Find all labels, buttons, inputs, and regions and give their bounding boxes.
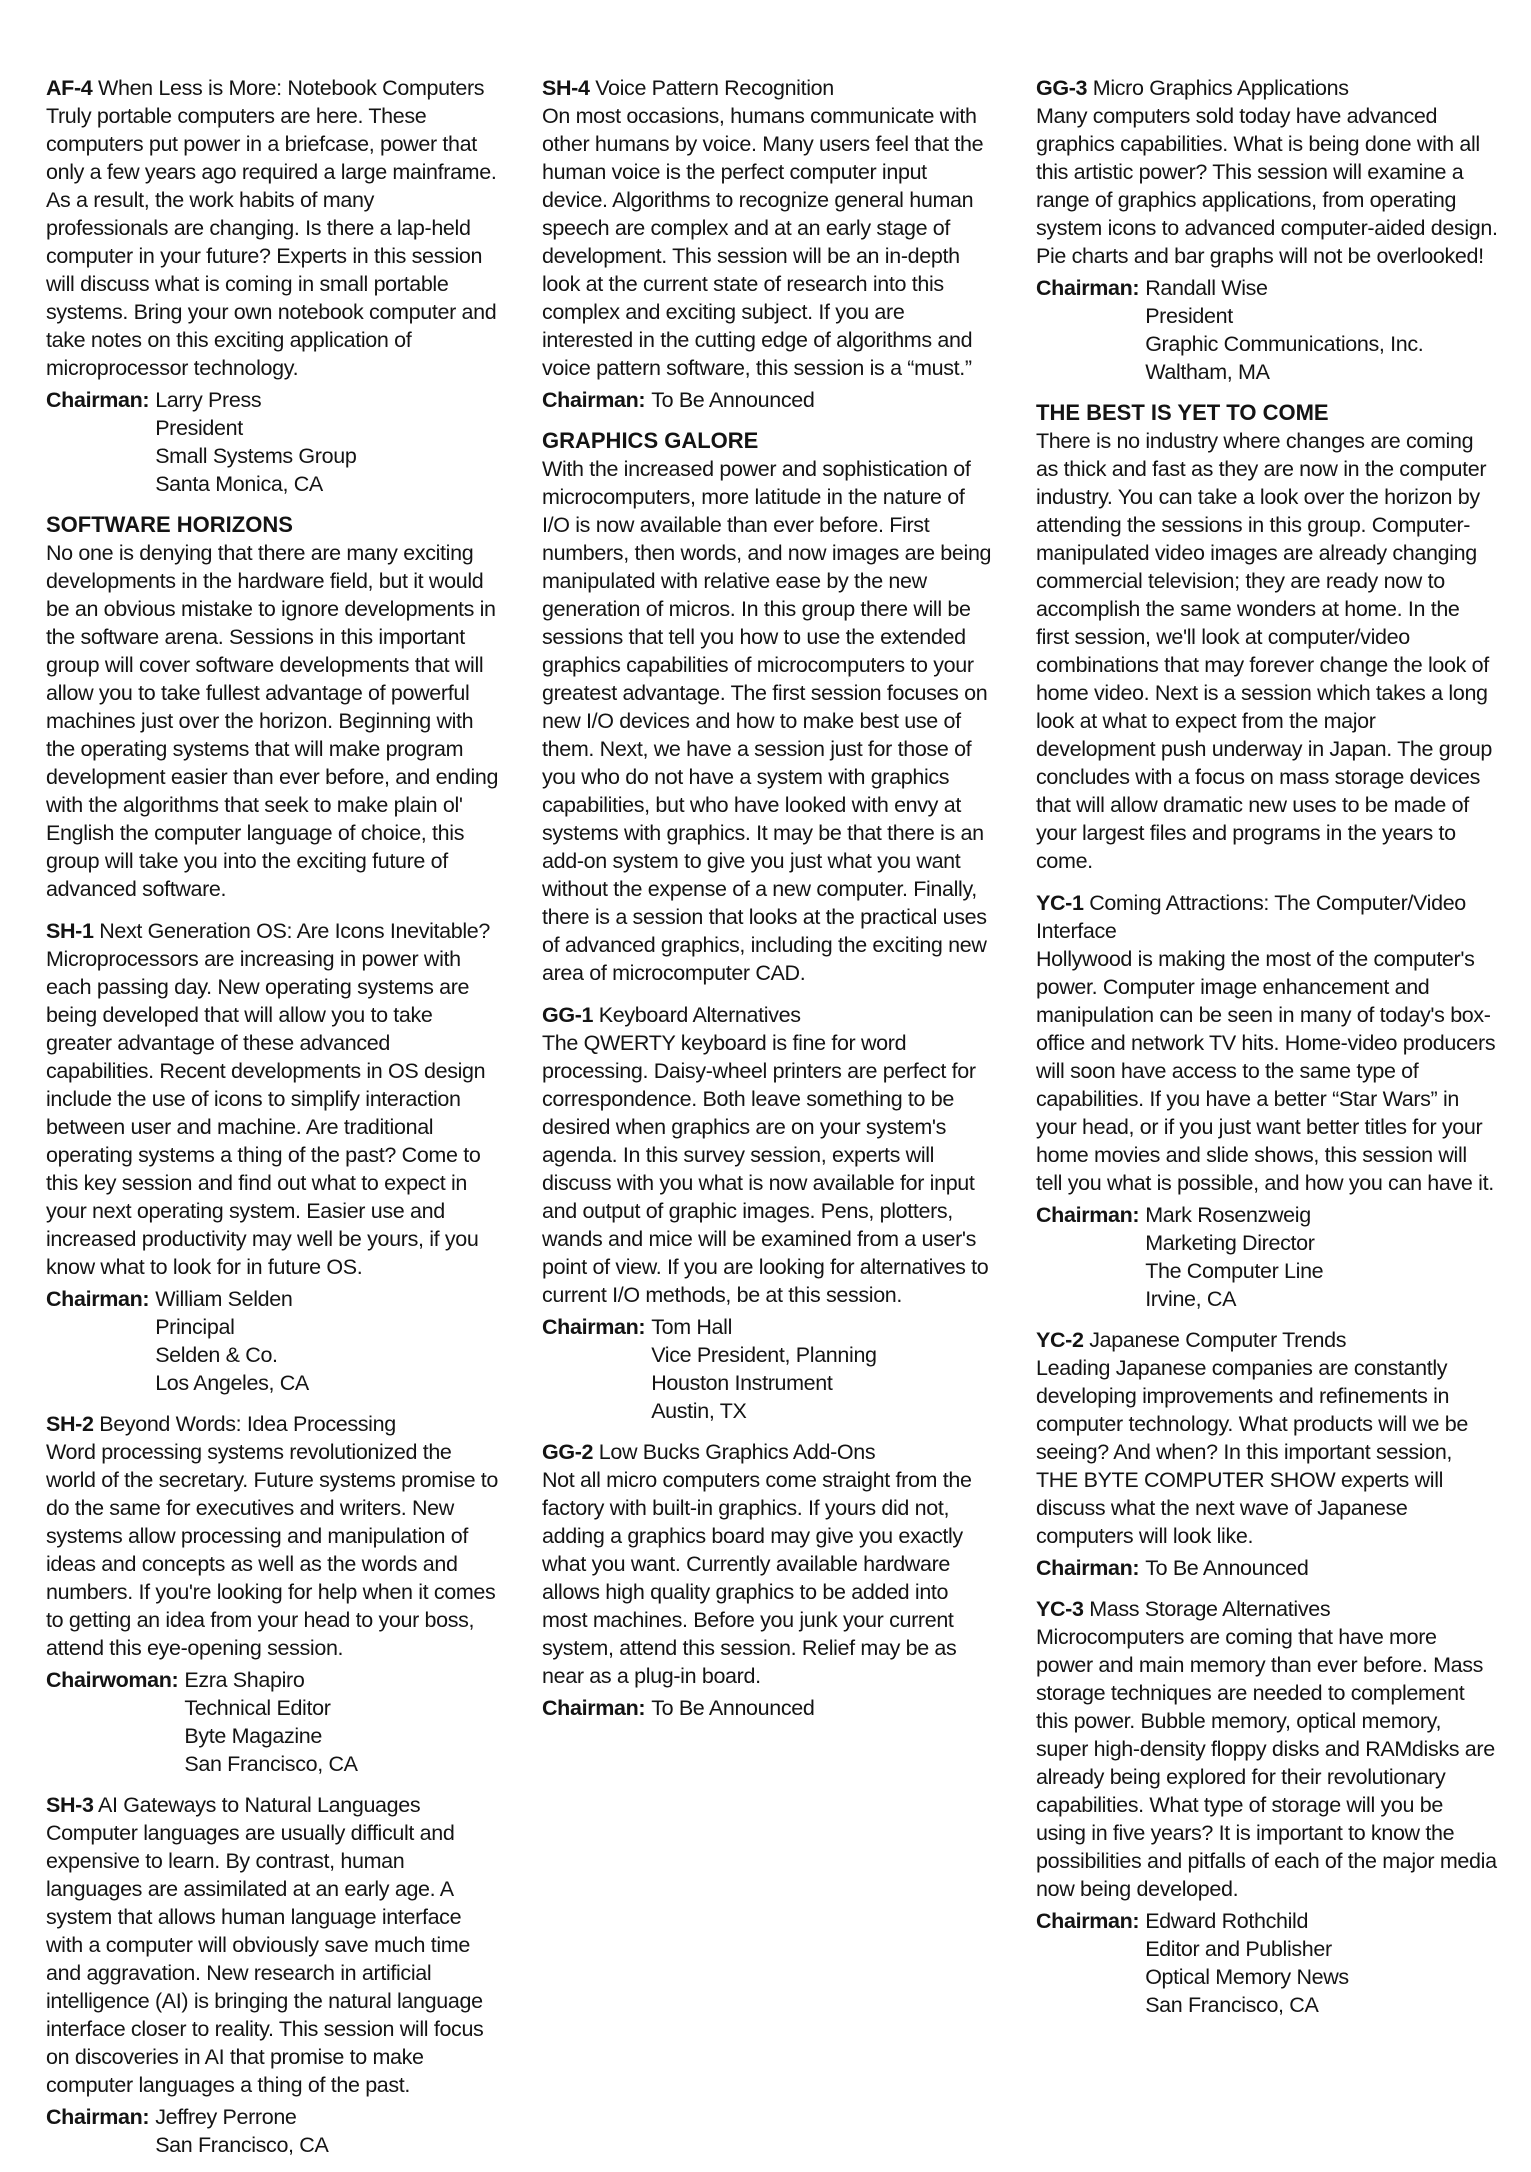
session-entry [542,1438,997,1722]
chair-line: Technical Editor [184,1696,331,1720]
session-entry [1036,1595,1498,2019]
session-description: Truly portable computers are here. These computers put power in a briefcase, power that only a few years ago required a large mainframe. As a result, the work habits of many professionals are changing. Is there a lap-held computer in your future? Experts in this session will discuss what is coming in small portable systems. Bring your own notebook computer and take notes on this exciting application of microprocessor technology. [46,104,497,380]
group-title: GRAPHICS GALORE [542,428,759,453]
chair-block [542,1694,997,1722]
session-entry [46,1410,501,1778]
chair-line: Byte Magazine [184,1724,323,1748]
chair-details [184,1666,357,1778]
chair-block [542,386,997,414]
chair-block [542,1313,997,1425]
chair-label: Chairman: [542,1315,646,1339]
session-code: SH-3 [46,1793,94,1817]
chair-line: Mark Rosenzweig [1145,1203,1311,1227]
chair-line: Ezra Shapiro [184,1668,305,1692]
chair-label: Chairman: [1036,1909,1140,1933]
session-description: Not all micro computers come straight from the factory with built-in graphics. If yours did not, adding a graphics board may give you exactly what you want. Currently available hardware allows high quality graphics to be added into most machines. Before you junk your current system, attend this session. Relief may be as near as a plug-in board. [542,1468,972,1688]
session-code: YC-2 [1036,1328,1084,1352]
chair-line: San Francisco, CA [1145,1993,1319,2017]
chair-line: Irvine, CA [1145,1287,1237,1311]
chair-block [1036,1554,1498,1582]
session-title: Mass Storage Alternatives [1089,1597,1331,1621]
session-entry [1036,889,1498,1313]
group-section [1036,399,1498,875]
chair-block [46,1285,501,1397]
session-heading [542,1438,997,1466]
session-description: Microprocessors are increasing in power with each passing day. New operating systems are being developed that will allow you to take greater advantage of these advanced capabilities. Recent developments in OS design include the use of icons to simplify interaction between user and machine. Are traditional operating systems a thing of the past? Come to this key session and find out what to expect in your next operating system. Easier use and increased productivity may well be yours, if you know what to look for in future OS. [46,947,486,1279]
group-description: No one is denying that there are many exciting developments in the hardware field, but it would be an obvious mistake to ignore developments in the software arena. Sessions in this important group will cover software developments that will allow you to take fullest advantage of powerful machines just over the horizon. Beginning with the operating systems that will make program development easier than ever before, and ending with the algorithms that seek to make plain ol' English the computer language of choice, this group will take you into the exciting future of advanced software. [46,541,499,901]
chair-line: President [155,416,243,440]
group-title: SOFTWARE HORIZONS [46,512,293,537]
session-description: Computer languages are usually difficult and expensive to learn. By contrast, human languages are assimilated at an early age. A system that allows human language interface with a computer will obviously save much time and aggravation. New research in artificial intelligence (AI) is bringing the natural language interface closer to reality. This session will focus on discoveries in AI that promise to make computer languages a thing of the past. [46,1821,484,2097]
chair-line: To Be Announced [1145,1556,1309,1580]
session-heading [46,1791,501,1819]
session-title: When Less is More: Notebook Computers [98,76,485,100]
chair-line: San Francisco, CA [155,2133,329,2157]
session-entry [46,74,501,498]
chair-line: Vice President, Planning [651,1343,877,1367]
session-title: AI Gateways to Natural Languages [98,1793,421,1817]
group-section [46,511,501,903]
column-2 [542,74,997,1735]
session-entry [46,1791,501,2159]
chair-label: Chairman: [1036,276,1140,300]
chair-label: Chairman: [542,1696,646,1720]
chair-line: Larry Press [155,388,262,412]
chair-line: Tom Hall [651,1315,733,1339]
chair-line: Houston Instrument [651,1371,833,1395]
session-title: Japanese Computer Trends [1089,1328,1347,1352]
chair-details [1145,1907,1349,2019]
session-title: Low Bucks Graphics Add-Ons [598,1440,876,1464]
session-description: The QWERTY keyboard is fine for word processing. Daisy-wheel printers are perfect for correspondence. Both leave something to be desired when graphics are on your system's agenda. In this survey session, experts will discuss with you what is now available for input and output of graphic images. Pens, plotters, wands and mice will be examined from a user's point of view. If you are looking for alternatives to current I/O methods, be at this session. [542,1031,989,1307]
session-entry [542,74,997,414]
session-title: Next Generation OS: Are Icons Inevitable? [99,919,491,943]
session-code: YC-3 [1036,1597,1084,1621]
session-code: SH-1 [46,919,94,943]
chair-details [155,386,356,498]
chair-line: William Selden [155,1287,293,1311]
group-title: THE BEST IS YET TO COME [1036,400,1329,425]
session-heading [542,1001,997,1029]
chair-block [1036,1907,1498,2019]
session-description: Many computers sold today have advanced graphics capabilities. What is being done with all this artistic power? This session will examine a range of graphics applications, from operating system icons to advanced computer-aided design. Pie charts and bar graphs will not be overlooked! [1036,104,1498,268]
chair-line: Principal [155,1315,235,1339]
session-entry [1036,74,1498,386]
chair-details [1145,1201,1323,1313]
session-description: Word processing systems revolutionized the world of the secretary. Future systems promise to do the same for executives and writers. New systems allow processing and manipulation of ideas and concepts as well as the words and numbers. If you're looking for help when it comes to getting an idea from your head to your boss, attend this eye-opening session. [46,1440,499,1660]
group-description: There is no industry where changes are coming as thick and fast as they are now in the computer industry. You can take a look over the horizon by attending the sessions in this group. Computer-manipulated video images are already changing commercial television; they are ready now to accomplish the same wonders at home. In the first session, we'll look at computer/video combinations that may forever change the look of home video. Next is a session which takes a long look at what to expect from the major development push underway in Japan. The group concludes with a focus on mass storage devices that will allow dramatic new uses to be made of your largest files and programs in the years to come. [1036,429,1492,873]
session-title: Voice Pattern Recognition [595,76,834,100]
chair-line: Austin, TX [651,1399,747,1423]
session-entry [1036,1326,1498,1582]
chair-line: Optical Memory News [1145,1965,1349,1989]
session-heading [46,917,501,945]
chair-line: Waltham, MA [1145,360,1270,384]
chair-line: To Be Announced [651,388,815,412]
chair-line: Jeffrey Perrone [155,2105,297,2129]
session-code: YC-1 [1036,891,1084,915]
session-description: Microcomputers are coming that have more power and main memory than ever before. Mass storage techniques are needed to complement this power. Bubble memory, optical memory, super high-density floppy disks and RAMdisks are already being explored for their revolutionary capabilities. What type of storage will you be using in five years? It is important to know the possibilities and pitfalls of each of the major media now being developed. [1036,1625,1497,1901]
chair-details [155,2103,328,2159]
chair-line: Small Systems Group [155,444,357,468]
chair-line: San Francisco, CA [184,1752,358,1776]
chair-line: Marketing Director [1145,1231,1315,1255]
chair-details [651,1694,814,1722]
chair-line: Los Angeles, CA [155,1371,309,1395]
chair-line: To Be Announced [651,1696,815,1720]
session-heading [1036,1326,1498,1354]
session-heading [1036,1595,1498,1623]
session-heading [1036,889,1498,945]
chair-label: Chairman: [1036,1556,1140,1580]
chair-block [46,386,501,498]
session-heading [1036,74,1498,102]
chair-block [1036,1201,1498,1313]
session-code: AF-4 [46,76,93,100]
chair-block [1036,274,1498,386]
group-section [542,427,997,987]
chair-line: Santa Monica, CA [155,472,323,496]
chair-label: Chairwoman: [46,1668,179,1692]
session-title: Coming Attractions: The Computer/Video Interface [1036,891,1466,943]
session-code: GG-2 [542,1440,594,1464]
chair-details [155,1285,309,1397]
session-code: SH-4 [542,76,590,100]
session-description: Hollywood is making the most of the computer's power. Computer image enhancement and manipulation can be seen in many of today's box-office and network TV hits. Home-video producers will soon have access to the same type of capabilities. If you have a better “Star Wars” in your head, or if you just want better titles for your home movies and slide shows, this session will tell you what is possible, and how you can have it. [1036,947,1496,1195]
chair-block [46,2103,501,2159]
chair-label: Chairman: [46,2105,150,2129]
session-description: Leading Japanese companies are constantly developing improvements and refinements in computer technology. What products will we be seeing? And when? In this important session, THE BYTE COMPUTER SHOW experts will discuss what the next wave of Japanese computers will look like. [1036,1356,1468,1548]
session-code: GG-1 [542,1003,594,1027]
chair-line: Randall Wise [1145,276,1268,300]
session-heading [542,74,997,102]
session-entry [542,1001,997,1425]
column-3 [1036,74,1498,2032]
chair-line: Selden & Co. [155,1343,278,1367]
chair-line: The Computer Line [1145,1259,1324,1283]
chair-label: Chairman: [46,388,150,412]
session-code: SH-2 [46,1412,94,1436]
session-description: On most occasions, humans communicate with other humans by voice. Many users feel that the human voice is the perfect computer input device. Algorithms to recognize general human speech are complex and at an early stage of development. This session will be an in-depth look at the current state of research into this complex and exciting subject. If you are interested in the cutting edge of algorithms and voice pattern software, this session is a “must.” [542,104,984,380]
chair-details [651,1313,876,1425]
session-heading [46,74,501,102]
session-title: Keyboard Alternatives [598,1003,801,1027]
chair-details [1145,274,1423,386]
chair-label: Chairman: [46,1287,150,1311]
session-entry [46,917,501,1397]
session-title: Beyond Words: Idea Processing [99,1412,396,1436]
session-heading [46,1410,501,1438]
chair-details [651,386,814,414]
chair-line: Edward Rothchild [1145,1909,1309,1933]
chair-label: Chairman: [1036,1203,1140,1227]
column-1 [46,74,501,2172]
chair-label: Chairman: [542,388,646,412]
chair-line: Editor and Publisher [1145,1937,1332,1961]
chair-block [46,1666,501,1778]
chair-line: Graphic Communications, Inc. [1145,332,1424,356]
session-title: Micro Graphics Applications [1092,76,1349,100]
session-code: GG-3 [1036,76,1088,100]
group-description: With the increased power and sophistication of microcomputers, more latitude in the nature of I/O is now available than ever before. First numbers, then words, and now images are being manipulated with relative ease by the new generation of micros. In this group there will be sessions that tell you how to use the extended graphics capabilities of microcomputers to your greatest advantage. The first session focuses on new I/O devices and how to make best use of them. Next, we have a session just for those of you who do not have a system with graphics capabilities, but who have looked with envy at systems with graphics. It may be that there is an add-on system to give you just what you want without the expense of a new computer. Finally, there is a session that looks at the practical uses of advanced graphics, including the exciting new area of microcomputer CAD. [542,457,992,985]
chair-line: President [1145,304,1233,328]
chair-details [1145,1554,1308,1582]
